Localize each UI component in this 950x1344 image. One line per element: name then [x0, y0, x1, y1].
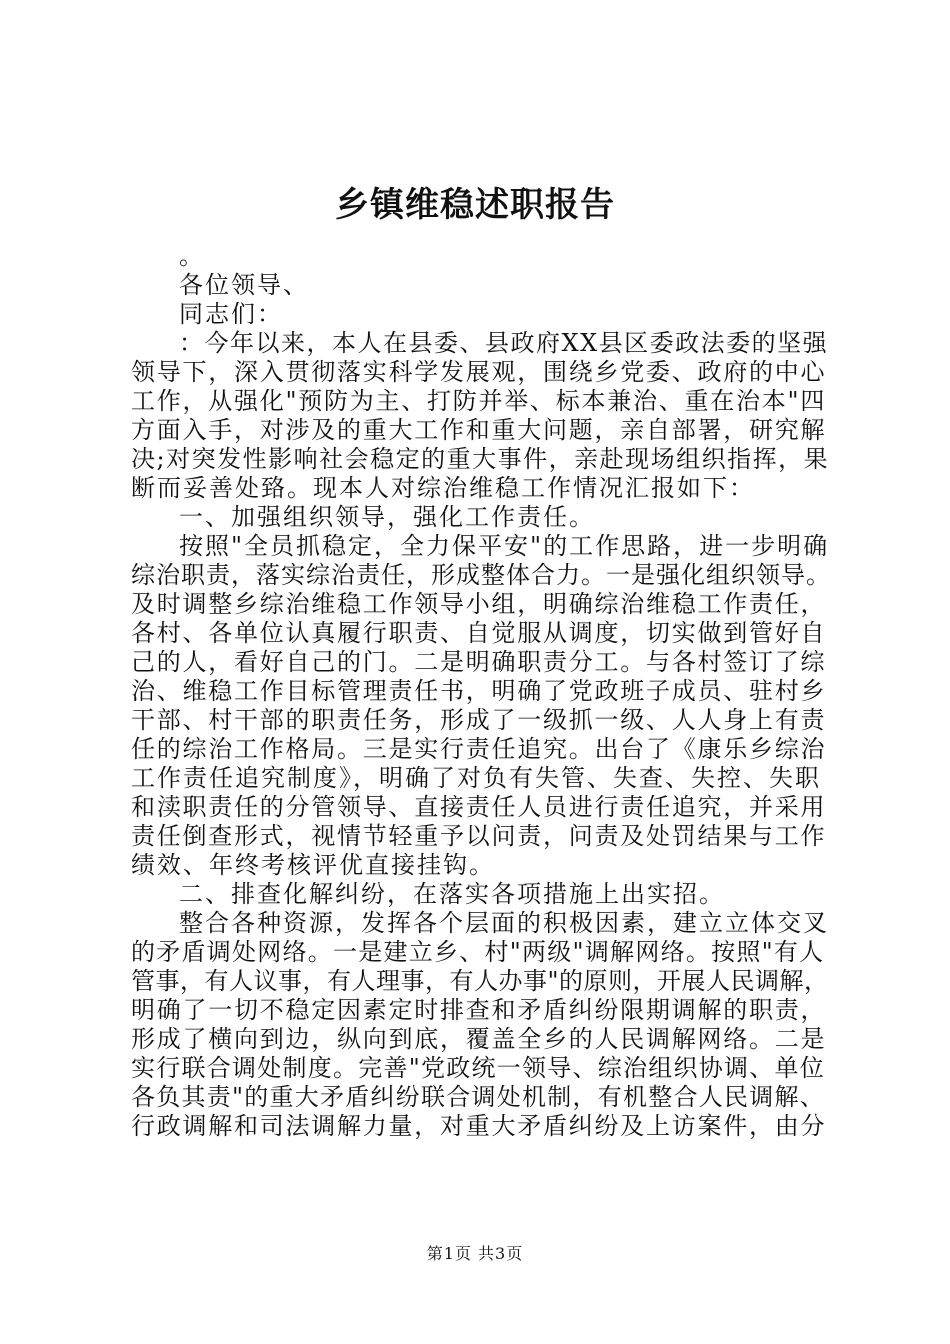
body-line: 形成了横向到边，纵向到底，覆盖全乡的人民调解网络。二是: [131, 1025, 827, 1053]
body-line: 任的综治工作格局。三是实行责任追究。出台了《康乐乡综治: [131, 735, 827, 763]
body-line: 治、维稳工作目标管理责任书，明确了党政班子成员、驻村乡: [131, 677, 827, 705]
body-line: 己的人，看好自己的门。二是明确职责分工。与各村签订了综: [131, 648, 827, 676]
body-line: 绩效、年终考核评优直接挂钩。: [131, 851, 495, 879]
body-line: 综治职责，落实综治责任，形成整体合力。一是强化组织领导。: [131, 561, 831, 589]
body-line: 方面入手，对涉及的重大工作和重大问题，亲自部署，研究解: [131, 416, 827, 444]
body-line: 和渎职责任的分管领导、直接责任人员进行责任追究，并采用: [131, 793, 827, 821]
body-line: 责任倒查形式，视情节轻重予以问责，问责及处罚结果与工作: [131, 822, 827, 850]
body-line: 。: [179, 242, 205, 270]
body-line: 的矛盾调处网络。一是建立乡、村"两级"调解网络。按照"有人: [131, 938, 825, 966]
body-line: 实行联合调处制度。完善"党政统一领导、综治组织协调、单位: [131, 1054, 826, 1082]
body-line: ：今年以来，本人在县委、县政府XX县区委政法委的坚强: [179, 329, 829, 357]
body-line: 干部、村干部的职责任务，形成了一级抓一级、人人身上有责: [131, 706, 827, 734]
body-line: 及时调整乡综治维稳工作领导小组，明确综治维稳工作责任，: [131, 590, 827, 618]
body-line: 明确了一切不稳定因素定时排查和矛盾纠纷限期调解的职责，: [131, 996, 827, 1024]
body-line: 一、加强组织领导，强化工作责任。: [179, 503, 595, 531]
body-line: 同志们：: [179, 300, 283, 328]
document-body: [131, 242, 831, 1141]
body-line: 工作责任追究制度》，明确了对负有失管、失查、失控、失职: [131, 764, 821, 792]
body-line: 按照"全员抓稳定，全力保平安"的工作思路，进一步明确: [179, 532, 830, 560]
page-footer: 第1页 共3页: [426, 1244, 524, 1263]
body-line: 领导下，深入贯彻落实科学发展观，围绕乡党委、政府的中心: [131, 358, 827, 386]
body-line: 决;对突发性影响社会稳定的重大事件，亲赴现场组织指挥，果: [131, 445, 830, 473]
body-line: 工作，从强化"预防为主、打防并举、标本兼治、重在治本"四: [131, 387, 827, 415]
body-line: 整合各种资源，发挥各个层面的积极因素，建立立体交叉: [179, 909, 829, 937]
body-line: 二、排查化解纠纷，在落实各项措施上出实招。: [179, 880, 725, 908]
body-line: 各负其责"的重大矛盾纠纷联合调处机制，有机整合人民调解、: [131, 1083, 826, 1111]
body-line: 行政调解和司法调解力量，对重大矛盾纠纷及上访案件，由分: [131, 1112, 827, 1140]
body-line: 各村、各单位认真履行职责、自觉服从调度，切实做到管好自: [131, 619, 827, 647]
body-line: 管事，有人议事，有人理事，有人办事"的原则，开展人民调解，: [131, 967, 829, 995]
body-line: 各位领导、: [179, 271, 309, 299]
body-line: 断而妥善处臵。现本人对综治维稳工作情况汇报如下：: [131, 474, 755, 502]
document-title: 乡镇维稳述职报告: [335, 185, 615, 225]
